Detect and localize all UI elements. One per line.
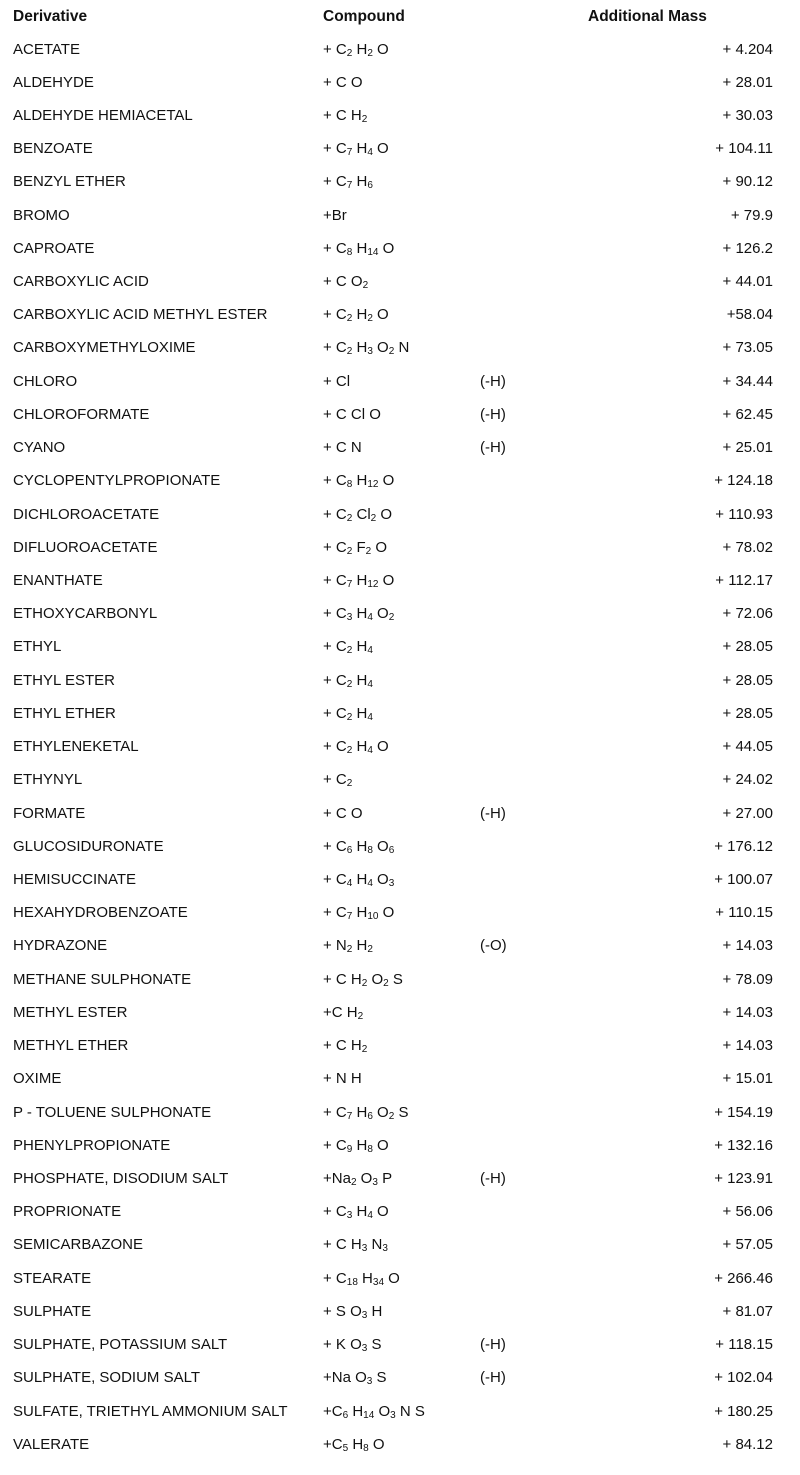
compound-cell: + C $H_3$ $N_3$ [323,1236,388,1255]
mass-cell: + 28.05 [722,704,773,722]
mass-column-header: Additional Mass [588,8,707,25]
compound-cell: + $N_2$ $H_2$ [323,937,373,956]
compound-cell: + $C_2$ $H_4$ [323,638,373,657]
compound-cell: + $C_{18}$ $H_{34}$ O [323,1269,400,1288]
mass-cell: + 25.01 [722,439,773,457]
derivative-cell: ETHOXYCARBONYL [13,605,158,623]
table-row [0,464,800,497]
compound-cell: + C O [323,804,363,822]
derivative-cell: CARBOXYMETHYLOXIME [13,339,196,357]
compound-cell: + $C_7$ $H_{10}$ O [323,904,395,923]
mass-cell: + 4.204 [722,40,773,58]
compound-cell: +C $H_2$ [323,1003,364,1022]
table-row [0,132,800,165]
derivative-cell: BENZOATE [13,140,93,158]
note-cell: (-H) [480,804,506,822]
mass-cell: + 14.03 [722,937,773,955]
note-cell: (-O) [480,937,507,955]
compound-cell: + $C_2$ $H_4$ [323,671,373,690]
compound-cell: + $C_3$ $H_4$ O [323,1203,389,1222]
derivative-cell: PHOSPHATE, DISODIUM SALT [13,1169,229,1187]
derivative-cell: SULPHATE, POTASSIUM SALT [13,1336,228,1354]
table-row [0,365,800,398]
derivative-cell: ETHYNYL [13,771,83,789]
derivative-cell: PHENYLPROPIONATE [13,1136,171,1154]
derivative-cell: METHYL ESTER [13,1003,128,1021]
derivative-cell: CARBOXYLIC ACID METHYL ESTER [13,306,268,324]
compound-cell: + $C_2$ $H_4$ O [323,738,389,757]
derivative-cell: ETHYLENEKETAL [13,738,139,756]
derivative-cell: ETHYL [13,638,62,656]
table-row [0,298,800,331]
derivative-cell: METHYL ETHER [13,1037,129,1055]
compound-cell: + $C_4$ $H_4$ $O_3$ [323,871,395,889]
note-cell: (-H) [480,405,506,423]
compound-cell: +Na $O_3$ S [323,1369,387,1388]
derivative-cell: ALDEHYDE HEMIACETAL [13,106,193,124]
table-row [0,664,800,697]
mass-cell: + 100.07 [714,871,773,888]
mass-cell: + 102.04 [714,1369,773,1387]
table-row [0,929,800,962]
table-row [0,531,800,564]
derivative-cell: ETHYL ETHER [13,704,116,722]
derivative-cell: ETHYL ESTER [13,671,115,689]
table-row [0,398,800,431]
derivative-cell: CYANO [13,439,66,457]
compound-cell: + C $O_2$ [323,273,369,292]
mass-cell: + 28.05 [722,671,773,689]
table-row [0,1195,800,1228]
mass-cell: + 124.18 [714,472,773,490]
table-row [0,265,800,298]
derivative-cell: ENANTHATE [13,572,103,590]
table-row [0,1395,800,1428]
note-cell: (-H) [480,372,506,390]
table-row [0,1295,800,1328]
table-row [0,1129,800,1162]
mass-cell: + 90.12 [722,173,773,191]
derivative-cell: DIFLUOROACETATE [13,538,158,556]
table-row [0,199,800,232]
table-row [0,33,800,66]
compound-cell: +Br [323,206,347,224]
table-row [0,630,800,663]
table-row [0,1361,800,1394]
mass-cell: + 110.15 [715,904,773,922]
compound-cell: + N H [323,1070,362,1088]
derivative-cell: PROPRIONATE [13,1203,122,1221]
derivative-cell: BROMO [13,206,70,224]
mass-cell: + 73.05 [722,339,773,357]
mass-cell: + 34.44 [722,372,773,390]
table-row [0,331,800,364]
mass-cell: + 104.11 [715,140,773,158]
derivative-cell: OXIME [13,1070,62,1088]
table-row [0,165,800,198]
compound-cell: + $C_2$ $H_3$ $O_2$ N [323,339,410,358]
compound-cell: $+C_6$ $H_{14}$ $O_3$ N S [323,1402,425,1421]
mass-cell: + 44.01 [722,273,773,291]
table-row [0,99,800,132]
mass-cell: + 132.16 [714,1136,773,1154]
mass-cell: + 79.9 [730,206,773,224]
mass-cell: + 112.17 [715,572,773,590]
mass-cell: + 15.01 [722,1070,773,1088]
derivative-cell: DICHLOROACETATE [13,505,160,523]
derivative-cell: BENZYL ETHER [13,173,126,191]
derivative-cell: SEMICARBAZONE [13,1236,144,1254]
compound-column-header: Compound [323,8,405,25]
note-cell: (-H) [480,1336,506,1354]
table-row [0,1328,800,1361]
mass-cell: + 81.07 [722,1302,773,1320]
compound-cell: + $C_7$ $H_4$ O [323,140,389,159]
mass-cell: + 154.19 [714,1103,773,1121]
table-row [0,1162,800,1195]
compound-cell: + $C_8$ $H_{14}$ O [323,239,395,258]
compound-cell: + S $O_3$ H [323,1302,383,1321]
table-row [0,498,800,531]
table-row [0,730,800,763]
compound-cell: + C Cl O [323,405,381,423]
mass-cell: + 30.03 [722,106,773,124]
table-row [0,1428,800,1461]
mass-cell: + 72.06 [722,605,773,623]
mass-cell: + 118.15 [715,1336,773,1354]
mass-cell: + 56.06 [722,1203,773,1221]
table-row [0,830,800,863]
mass-cell: + 28.05 [722,638,773,656]
mass-cell: + 28.01 [722,73,773,91]
compound-cell: + $C_2$ $H_4$ [323,704,373,723]
mass-cell: + 266.46 [714,1269,773,1287]
derivative-cell: P - TOLUENE SULPHONATE [13,1103,212,1121]
mass-cell: + 24.02 [722,771,773,789]
compound-cell: $+C_5$ $H_8$ O [323,1435,385,1454]
compound-cell: + $C_9$ $H_8$ O [323,1136,389,1155]
table-row [0,431,800,464]
derivative-cell: ACETATE [13,40,80,58]
derivative-cell: FORMATE [13,804,86,822]
table-row [0,763,800,796]
mass-cell: + 62.45 [722,405,773,423]
compound-cell: + C N [323,439,362,457]
mass-cell: + 176.12 [714,837,773,855]
compound-cell: + C $H_2$ [323,106,368,125]
derivative-cell: HEMISUCCINATE [13,871,137,888]
mass-cell: + 78.09 [722,970,773,988]
derivative-cell: CARBOXYLIC ACID [13,273,149,291]
mass-cell: + 14.03 [722,1003,773,1021]
compound-cell: + $C_3$ $H_4$ $O_2$ [323,605,395,624]
table-row [0,697,800,730]
table-row [0,1228,800,1261]
compound-cell: + $C_7$ $H_6$ [323,173,373,192]
compound-cell: + $C_2$ $F_2$ O [323,538,388,557]
mass-cell: + 84.12 [722,1435,773,1453]
derivative-cell: HYDRAZONE [13,937,108,955]
derivative-column-header: Derivative [13,8,88,25]
mass-cell: + 110.93 [715,505,773,523]
mass-cell: + 126.2 [722,239,773,257]
table-row [0,1062,800,1095]
mass-cell: + 78.02 [722,538,773,556]
mass-cell: + 44.05 [722,738,773,756]
mass-cell: + 180.25 [714,1402,773,1420]
derivative-cell: METHANE SULPHONATE [13,970,192,988]
mass-cell: + 123.91 [714,1169,773,1187]
table-header [0,0,800,33]
compound-cell: $+Na_2$ $O_3$ P [323,1169,393,1188]
compound-cell: + $C_2$ [323,771,353,790]
derivative-cell: CHLOROFORMATE [13,405,150,423]
derivative-cell: VALERATE [13,1435,90,1453]
table-row [0,1029,800,1062]
compound-cell: + Cl [323,372,351,390]
derivative-cell: CYCLOPENTYLPROPIONATE [13,472,221,490]
note-cell: (-H) [480,1369,506,1387]
mass-cell: +58.04 [726,306,773,324]
table-row [0,963,800,996]
derivative-cell: STEARATE [13,1269,92,1287]
table-row [0,797,800,830]
derivative-cell: CAPROATE [13,239,95,257]
derivative-cell: CHLORO [13,372,78,390]
table-row [0,896,800,929]
compound-cell: + $C_6$ $H_8$ $O_6$ [323,837,395,856]
derivative-cell: SULPHATE [13,1302,92,1320]
table-row [0,66,800,99]
table-row [0,996,800,1029]
compound-cell: + C $H_2$ $O_2$ S [323,970,403,989]
compound-cell: + C O [323,73,363,91]
compound-cell: + $C_2$ $Cl_2$ O [323,505,393,524]
mass-cell: + 27.00 [722,804,773,822]
compound-cell: + C $H_2$ [323,1037,368,1056]
table-row [0,1096,800,1129]
note-cell: (-H) [480,1169,506,1187]
derivative-cell: HEXAHYDROBENZOATE [13,904,188,922]
table-row [0,1262,800,1295]
derivative-cell: GLUCOSIDURONATE [13,837,164,855]
derivative-cell: SULFATE, TRIETHYL AMMONIUM SALT [13,1402,288,1420]
table-row [0,564,800,597]
mass-cell: + 14.03 [722,1037,773,1055]
compound-cell: + $C_7$ $H_{12}$ O [323,572,395,591]
table-row [0,597,800,630]
note-cell: (-H) [480,439,506,457]
table-row [0,863,800,896]
derivative-cell: ALDEHYDE [13,73,94,91]
compound-cell: + K $O_3$ S [323,1336,382,1355]
table-row [0,232,800,265]
compound-cell: + $C_8$ $H_{12}$ O [323,472,395,491]
compound-cell: + $C_2$ $H_2$ O [323,306,389,325]
derivative-cell: SULPHATE, SODIUM SALT [13,1369,200,1387]
compound-cell: + $C_2$ $H_2$ O [323,40,389,59]
mass-cell: + 57.05 [722,1236,773,1254]
compound-cell: + $C_7$ $H_6$ $O_2$ S [323,1103,409,1122]
